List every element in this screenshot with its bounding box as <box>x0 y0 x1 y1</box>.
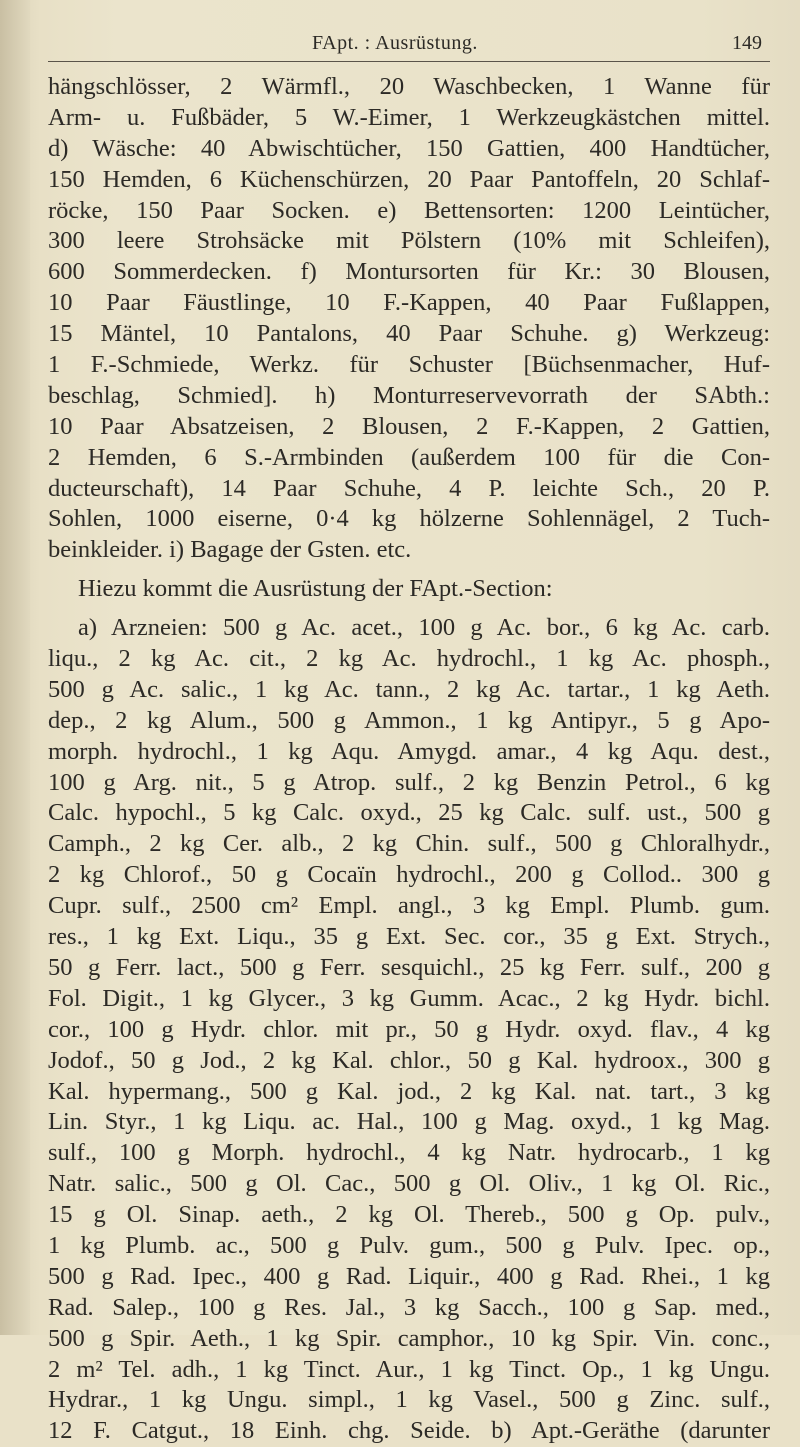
text-line: beinkleider. i) Bagage der Gsten. etc. <box>48 536 412 564</box>
text-line: Camph., 2 kg Cer. alb., 2 kg Chin. sulf., 500 g Chloralhydr., <box>48 830 770 858</box>
text-line: Rad. Salep., 100 g Res. Jal., 3 kg Sacch., 100 g Sap. med., <box>48 1293 770 1321</box>
text-line: hängschlösser, 2 Wärmfl., 20 Waschbecken, 1 Wanne für <box>48 73 770 100</box>
text-line: Jodof., 50 g Jod., 2 kg Kal. chlor., 50 g Kal. hydroox., 300 g <box>48 1046 770 1074</box>
header-rule <box>48 61 770 62</box>
text-line: d) Wäsche: 40 Abwischtücher, 150 Gattien, 400 Handtücher, <box>48 134 770 162</box>
text-line: 2 kg Chlorof., 50 g Cocaïn hydrochl., 200 g Collod.. 300 g <box>48 861 770 889</box>
text-line: 150 Hemden, 6 Küchenschürzen, 20 Paar Pantoffeln, 20 Schlaf- <box>48 165 770 193</box>
text-line: Calc. hypochl., 5 kg Calc. oxyd., 25 kg Calc. sulf. ust., 500 g <box>48 799 770 827</box>
text-line: 10 Paar Fäustlinge, 10 F.-Kappen, 40 Paar Fußlappen, <box>48 289 770 317</box>
text-line: ducteurschaft), 14 Paar Schuhe, 4 P. leichte Sch., 20 P. <box>48 474 770 502</box>
running-title: FApt. : Ausrüstung. <box>312 32 478 54</box>
section-intro-line: Hiezu kommt die Ausrüstung der FApt.-Section: <box>78 575 553 603</box>
text-line: Natr. salic., 500 g Ol. Cac., 500 g Ol. Oliv., 1 kg Ol. Ric., <box>48 1170 770 1198</box>
text-line: dep., 2 kg Alum., 500 g Ammon., 1 kg Antipyr., 5 g Apo- <box>48 706 770 734</box>
text-line: 500 g Ac. salic., 1 kg Ac. tann., 2 kg Ac. tartar., 1 kg Aeth. <box>48 675 770 703</box>
text-line: 12 F. Catgut., 18 Einh. chg. Seide. b) Apt.-Geräthe (darunter <box>48 1417 770 1445</box>
text-line: Fol. Digit., 1 kg Glycer., 3 kg Gumm. Acac., 2 kg Hydr. bichl. <box>48 984 770 1012</box>
text-line: 500 g Spir. Aeth., 1 kg Spir. camphor., 10 kg Spir. Vin. conc., <box>48 1324 770 1352</box>
text-line: 300 leere Strohsäcke mit Pölstern (10% mit Schleifen), <box>48 227 770 255</box>
text-line: 600 Sommerdecken. f) Montursorten für Kr.: 30 Blousen, <box>48 258 770 286</box>
text-line: 15 g Ol. Sinap. aeth., 2 kg Ol. Thereb., 500 g Op. pulv., <box>48 1201 770 1229</box>
text-line: Lin. Styr., 1 kg Liqu. ac. Hal., 100 g Mag. oxyd., 1 kg Mag. <box>48 1108 770 1136</box>
text-line: morph. hydrochl., 1 kg Aqu. Amygd. amar., 4 kg Aqu. dest., <box>48 737 770 765</box>
text-line: cor., 100 g Hydr. chlor. mit pr., 50 g Hydr. oxyd. flav., 4 kg <box>48 1015 770 1043</box>
text-line: sulf., 100 g Morph. hydrochl., 4 kg Natr. hydrocarb., 1 kg <box>48 1139 770 1167</box>
text-line: röcke, 150 Paar Socken. e) Bettensorten: 1200 Leintücher, <box>48 196 770 224</box>
text-line: 15 Mäntel, 10 Pantalons, 40 Paar Schuhe. g) Werkzeug: <box>48 320 770 348</box>
text-line: Hydrar., 1 kg Ungu. simpl., 1 kg Vasel., 500 g Zinc. sulf., <box>48 1386 770 1414</box>
body-text <box>48 72 770 1447</box>
text-line: 100 g Arg. nit., 5 g Atrop. sulf., 2 kg Benzin Petrol., 6 kg <box>48 768 770 796</box>
text-line: Kal. hypermang., 500 g Kal. jod., 2 kg Kal. nat. tart., 3 kg <box>48 1077 770 1105</box>
text-line: res., 1 kg Ext. Liqu., 35 g Ext. Sec. cor., 35 g Ext. Strych., <box>48 923 770 951</box>
text-line: 2 m² Tel. adh., 1 kg Tinct. Aur., 1 kg Tinct. Op., 1 kg Ungu. <box>48 1355 770 1383</box>
text-line: liqu., 2 kg Ac. cit., 2 kg Ac. hydrochl., 1 kg Ac. phosph., <box>48 645 770 673</box>
text-line: Sohlen, 1000 eiserne, 0·4 kg hölzerne Sohlennägel, 2 Tuch- <box>48 505 770 533</box>
text-line: 1 F.-Schmiede, Werkz. für Schuster [Büchsenmacher, Huf- <box>48 351 770 379</box>
text-line: 1 kg Plumb. ac., 500 g Pulv. gum., 500 g Pulv. Ipec. op., <box>48 1231 770 1259</box>
text-line: 500 g Rad. Ipec., 400 g Rad. Liquir., 400 g Rad. Rhei., 1 kg <box>48 1262 770 1290</box>
text-line: 2 Hemden, 6 S.-Armbinden (außerdem 100 für die Con- <box>48 443 770 471</box>
text-line: Arm- u. Fußbäder, 5 W.-Eimer, 1 Werkzeugkästchen mittel. <box>48 103 770 131</box>
text-line: beschlag, Schmied]. h) Monturreservevorrath der SAbth.: <box>48 381 770 409</box>
text-line: 50 g Ferr. lact., 500 g Ferr. sesquichl., 25 kg Ferr. sulf., 200 g <box>48 953 770 981</box>
page-number: 149 <box>732 32 762 54</box>
text-line: Cupr. sulf., 2500 cm² Empl. angl., 3 kg Empl. Plumb. gum. <box>48 892 770 920</box>
page-header <box>48 30 770 64</box>
page-gutter <box>0 0 30 1335</box>
text-line: a) Arzneien: 500 g Ac. acet., 100 g Ac. bor., 6 kg Ac. carb. <box>78 614 770 642</box>
text-line: 10 Paar Absatzeisen, 2 Blousen, 2 F.-Kappen, 2 Gattien, <box>48 412 770 440</box>
